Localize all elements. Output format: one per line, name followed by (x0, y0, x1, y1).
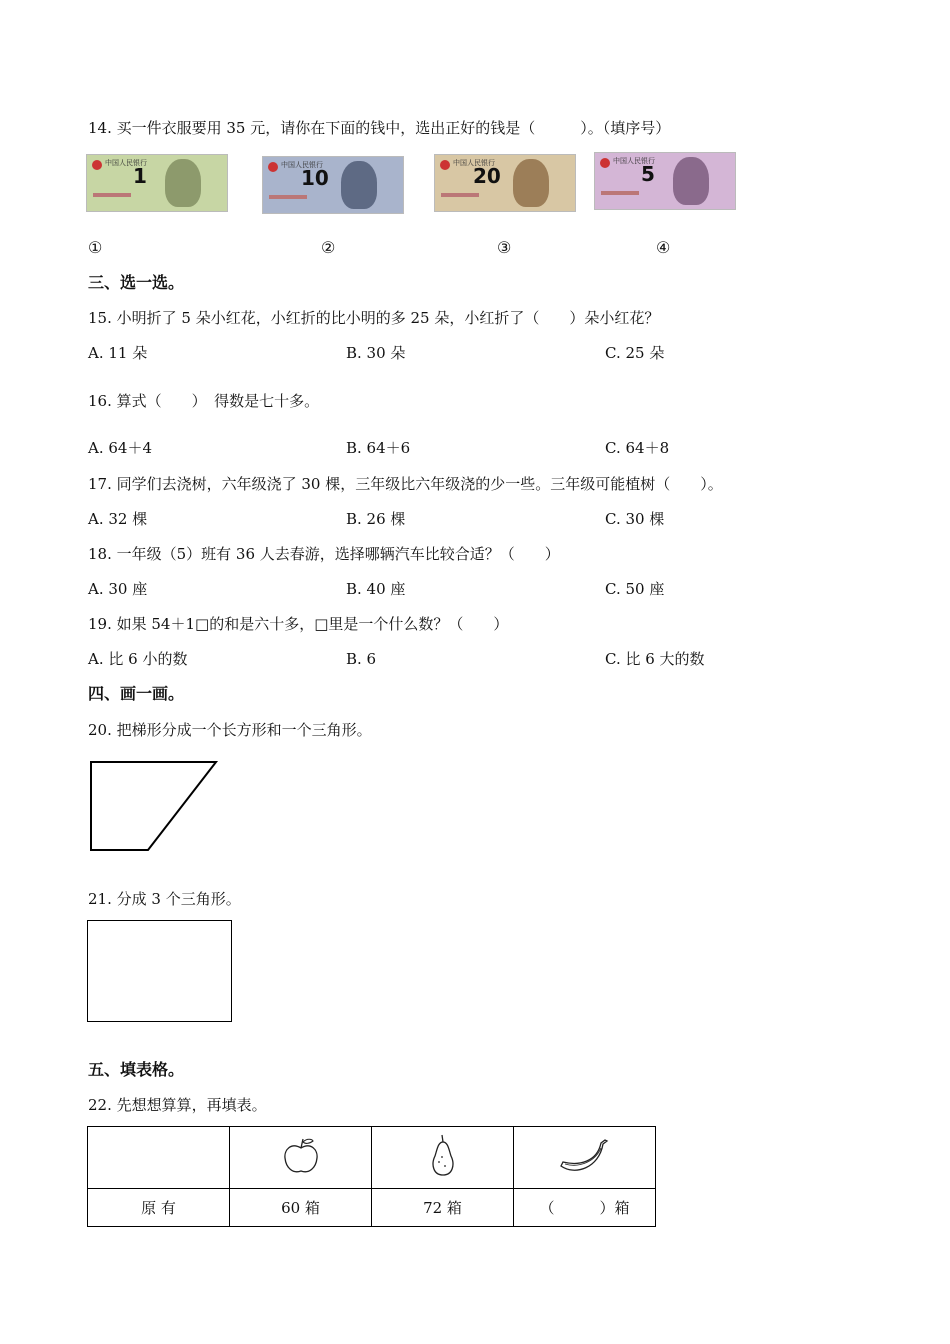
portrait-icon (673, 157, 709, 205)
q16-option-c[interactable]: C. 64＋8 (605, 439, 670, 457)
denomination: 10 (301, 166, 329, 190)
pear-count: 72 箱 (372, 1189, 514, 1227)
q21-text: 21. 分成 3 个三角形。 (88, 890, 241, 908)
q18-option-b[interactable]: B. 40 座 (346, 580, 406, 598)
q17-option-b[interactable]: B. 26 棵 (346, 510, 406, 528)
bill-label-3: ③ (497, 238, 512, 257)
banknote-10-yuan[interactable] (262, 156, 404, 214)
emblem-icon (268, 162, 278, 172)
q15-option-a[interactable]: A. 11 朵 (88, 344, 148, 362)
bill-label-2: ② (321, 238, 336, 257)
q19-option-c[interactable]: C. 比 6 大的数 (605, 650, 705, 668)
denomination: 1 (133, 164, 147, 188)
section-title-4: 四、画一画。 (88, 684, 185, 703)
banana-count-blank[interactable]: （ ）箱 (514, 1189, 656, 1227)
fruit-table (87, 1126, 656, 1227)
q19-option-a[interactable]: A. 比 6 小的数 (88, 650, 188, 668)
q18-text: 18. 一年级（5）班有 36 人去春游，选择哪辆汽车比较合适？（ ） (88, 545, 560, 563)
serial-number (269, 195, 307, 199)
q19-option-b[interactable]: B. 6 (346, 650, 377, 668)
q15-text: 15. 小明折了 5 朵小红花，小红折的比小明的多 25 朵，小红折了（ ）朵小红花？ (88, 309, 660, 327)
apple-icon (281, 1136, 321, 1176)
table-corner-cell (88, 1127, 230, 1189)
pear-cell (372, 1127, 514, 1189)
section-title-5: 五、填表格。 (88, 1060, 185, 1079)
banknote-5-yuan[interactable] (594, 152, 736, 210)
serial-number (93, 193, 131, 197)
q22-text: 22. 先想想算算，再填表。 (88, 1096, 267, 1114)
portrait-icon (513, 159, 549, 207)
bank-name: 中国人民银行 (105, 159, 147, 167)
section-title-3: 三、选一选。 (88, 273, 185, 292)
q15-option-b[interactable]: B. 30 朵 (346, 344, 406, 362)
q17-text: 17. 同学们去浇树，六年级浇了 30 棵，三年级比六年级浇的少一些。三年级可能植树（ ）。 (88, 475, 723, 493)
banana-cell (514, 1127, 656, 1189)
q19-text: 19. 如果 54＋1□的和是六十多，□里是一个什么数？（ ） (88, 615, 509, 633)
serial-number (601, 191, 639, 195)
bill-label-4: ④ (656, 238, 671, 257)
row-label: 原 有 (88, 1189, 230, 1227)
banknote-20-yuan[interactable] (434, 154, 576, 212)
banana-icon (557, 1136, 613, 1176)
pear-icon (423, 1134, 463, 1178)
bank-name: 中国人民银行 (281, 161, 323, 169)
portrait-icon (341, 161, 377, 209)
q18-option-a[interactable]: A. 30 座 (88, 580, 148, 598)
q15-option-c[interactable]: C. 25 朵 (605, 344, 665, 362)
trapezoid-figure[interactable] (86, 756, 222, 856)
bank-name: 中国人民银行 (453, 159, 495, 167)
emblem-icon (600, 158, 610, 168)
q14-text: 14. 买一件衣服要用 35 元，请你在下面的钱中，选出正好的钱是（ ）。（填序号） (88, 119, 671, 137)
q16-text: 16. 算式（ ） 得数是七十多。 (88, 392, 320, 410)
bill-label-1: ① (88, 238, 103, 257)
rectangle-figure[interactable] (87, 920, 232, 1022)
serial-number (441, 193, 479, 197)
apple-cell (230, 1127, 372, 1189)
q17-option-c[interactable]: C. 30 棵 (605, 510, 665, 528)
q16-option-b[interactable]: B. 64＋6 (346, 439, 411, 457)
q16-option-a[interactable]: A. 64＋4 (88, 439, 152, 457)
banknote-1-yuan[interactable] (86, 154, 228, 212)
emblem-icon (440, 160, 450, 170)
portrait-icon (165, 159, 201, 207)
bank-name: 中国人民银行 (613, 157, 655, 165)
apple-count: 60 箱 (230, 1189, 372, 1227)
q20-text: 20. 把梯形分成一个长方形和一个三角形。 (88, 721, 372, 739)
denomination: 20 (473, 164, 501, 188)
q17-option-a[interactable]: A. 32 棵 (88, 510, 148, 528)
q18-option-c[interactable]: C. 50 座 (605, 580, 665, 598)
denomination: 5 (641, 162, 655, 186)
emblem-icon (92, 160, 102, 170)
